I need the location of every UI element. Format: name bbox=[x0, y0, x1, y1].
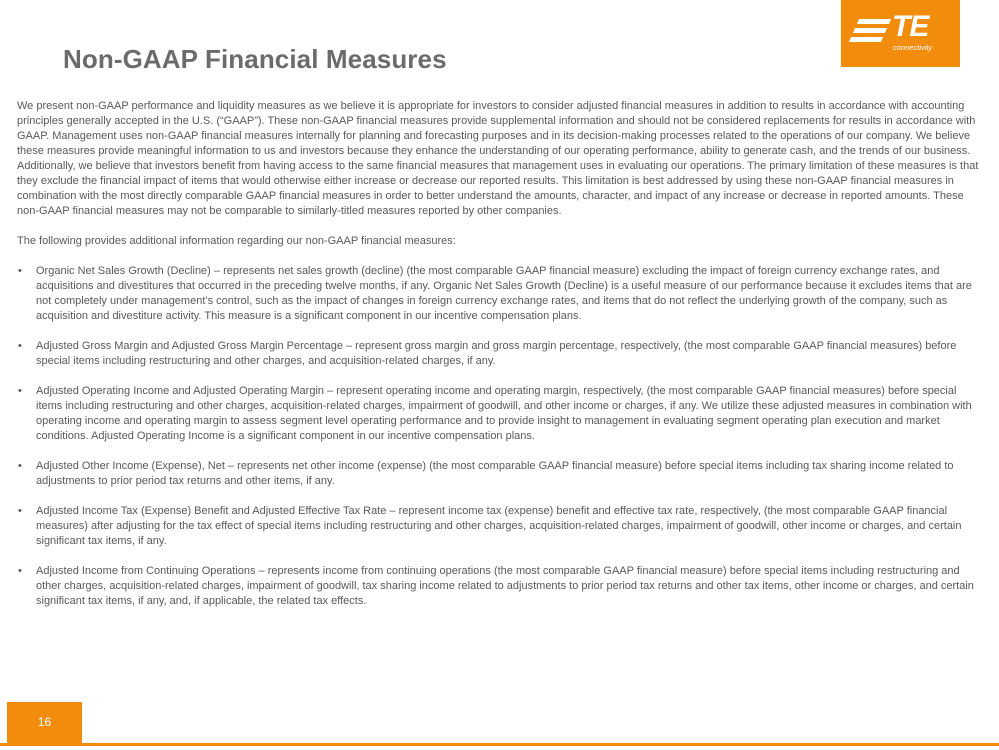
measure-adjusted-operating-income: Adjusted Operating Income and Adjusted Operating Margin – represent operating income and operating margin, respectively, (the most comparable GAAP financial measures) before special items including restructuring and other charges, acquisition-related charges, impairment of goodwill, and other income or charges, if any. We utilize these adjusted measures in combination with operating income and operating margin to assess segment level operating performance and to provide insight to management in evaluating segment operating plan execution and market conditions. Adjusted Operating Income is a significant component in our incentive compensation plans. bbox=[36, 385, 972, 442]
page-title: Non-GAAP Financial Measures bbox=[63, 44, 447, 74]
measure-adjusted-gross-margin: Adjusted Gross Margin and Adjusted Gross Margin Percentage – represent gross margin and gross margin percentage, respectively, (the most comparable GAAP financial measures) before special items including restructuring and other charges, and acquisition-related charges, if any. bbox=[36, 340, 957, 367]
body-content bbox=[17, 99, 985, 624]
list-item bbox=[17, 264, 985, 324]
bullet-icon: • bbox=[18, 565, 22, 577]
bullet-icon: • bbox=[18, 340, 22, 352]
list-item bbox=[17, 339, 985, 369]
company-logo bbox=[841, 0, 960, 67]
measure-adjusted-income-continuing-ops: Adjusted Income from Continuing Operations – represents income from continuing operations (the most comparable GAAP financial measure) before special items including restructuring and other charges, acquisition-related charges, impairment of goodwill, tax sharing income related to adjustments to prior period tax returns and other tax items, other income or charges, and certain significant tax items, if any, and, if applicable, the related tax effects. bbox=[36, 565, 974, 607]
list-item bbox=[17, 384, 985, 444]
page-number: 16 bbox=[7, 702, 82, 743]
bullet-icon: • bbox=[18, 265, 22, 277]
measure-adjusted-income-tax: Adjusted Income Tax (Expense) Benefit and Adjusted Effective Tax Rate – represent income tax (expense) benefit and effective tax rate, respectively, (the most comparable GAAP financial measures) after adjusting for the tax effect of special items including restructuring and other charges, acquisition-related charges, impairment of goodwill, other income or charges, and certain significant tax items, if any. bbox=[36, 505, 962, 547]
bullet-icon: • bbox=[18, 385, 22, 397]
list-item bbox=[17, 564, 985, 609]
list-item bbox=[17, 504, 985, 549]
list-item bbox=[17, 459, 985, 489]
bullet-icon: • bbox=[18, 460, 22, 472]
lead-in-text: The following provides additional information regarding our non-GAAP financial measures: bbox=[17, 235, 456, 247]
measure-adjusted-other-income: Adjusted Other Income (Expense), Net – represents net other income (expense) (the most comparable GAAP financial measure) before special items including tax sharing income related to adjustments to prior period tax returns and other items, if any. bbox=[36, 460, 954, 487]
intro-paragraph: We present non-GAAP performance and liquidity measures as we believe it is appropriate for investors to consider adjusted financial measures in addition to results in accordance with accounting principles generally accepted in the U.S. (“GAAP”). These non-GAAP financial measures provide supplemental information and should not be considered replacements for results in accordance with GAAP. Management uses non-GAAP financial measures internally for planning and forecasting purposes and in its decision-making processes related to the operations of our company. We believe these measures provide meaningful information to us and investors because they enhance the understanding of our operating performance, ability to generate cash, and the trends of our business. Additionally, we believe that investors benefit from having access to the same financial measures that management uses in evaluating our operations. The primary limitation of these measures is that they exclude the financial impact of items that would otherwise either increase or decrease our reported results. This limitation is best addressed by using these non-GAAP financial measures in combination with the most directly comparable GAAP financial measures in order to better understand the amounts, character, and impact of any increase or decrease in reported amounts. These non-GAAP financial measures may not be comparable to similarly-titled measures reported by other companies. bbox=[17, 100, 979, 217]
logo-wordmark: TE bbox=[892, 10, 929, 43]
footer-divider bbox=[0, 743, 999, 746]
logo-tagline: connectivity bbox=[893, 43, 933, 52]
measure-organic-net-sales: Organic Net Sales Growth (Decline) – represents net sales growth (decline) (the most comparable GAAP financial measure) excluding the impact of foreign currency exchange rates, and acquisitions and divestitures that occurred in the preceding twelve months, if any. Organic Net Sales Growth (Decline) is a useful measure of our performance because it excludes items that are not completely under management’s control, such as the impact of changes in foreign currency exchange rates, and items that do not reflect the underlying growth of the company, such as acquisition and divestiture activity. This measure is a significant component in our incentive compensation plans. bbox=[36, 265, 972, 322]
measures-list bbox=[17, 264, 985, 609]
bullet-icon: • bbox=[18, 505, 22, 517]
